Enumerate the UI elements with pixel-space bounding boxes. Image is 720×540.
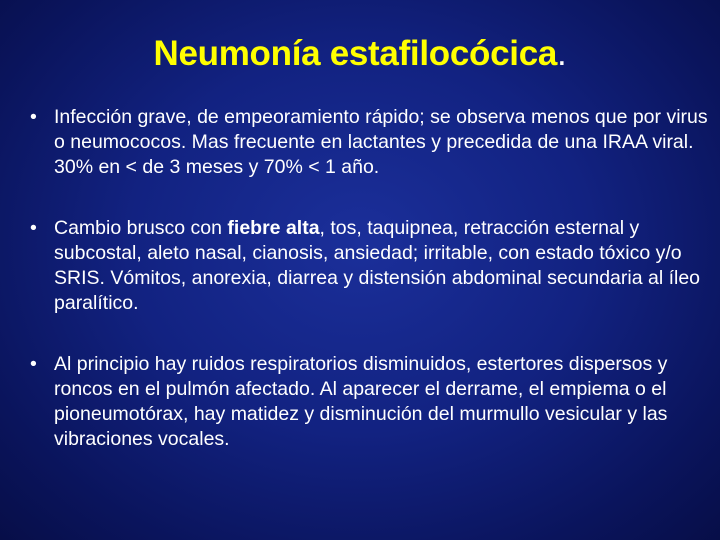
bullet-item-1 <box>30 105 710 180</box>
slide-title <box>0 32 720 76</box>
bullet-text-2-before: Cambio brusco con <box>54 217 228 239</box>
bullet-text-2-bold: fiebre alta <box>227 217 320 239</box>
bullet-marker: • <box>30 217 37 239</box>
title-period: . <box>557 34 567 73</box>
bullet-text-3: Al principio hay ruidos respiratorios disminuidos, estertores dispersos y roncos en el pulmón afectado. Al aparecer el derrame, el empiema o el pioneumotórax, hay matidez y disminución del murmullo vesicular y las vibraciones vocales. <box>54 353 668 450</box>
bullet-item-3 <box>30 352 710 452</box>
bullet-text-2 <box>54 217 700 314</box>
bullet-text-1: Infección grave, de empeoramiento rápido; se observa menos que por virus o neumococos. Mas frecuente en lactantes y precedida de una IRAA viral. 30% en < de 3 meses y 70% < 1 año. <box>54 106 708 178</box>
bullet-marker: • <box>30 353 37 375</box>
bullet-text-2-after: , tos, taquipnea, retracción esternal y subcostal, aleto nasal, cianosis, ansiedad; irritable, con estado tóxico y/o SRIS. Vómitos, anorexia, diarrea y distensión abdominal secundaria al íleo paralítico. <box>54 217 701 314</box>
title-text: Neumonía estafilocócica <box>153 34 558 73</box>
bullet-item-2 <box>30 216 710 316</box>
bullet-list <box>30 105 710 488</box>
bullet-marker: • <box>30 106 37 128</box>
